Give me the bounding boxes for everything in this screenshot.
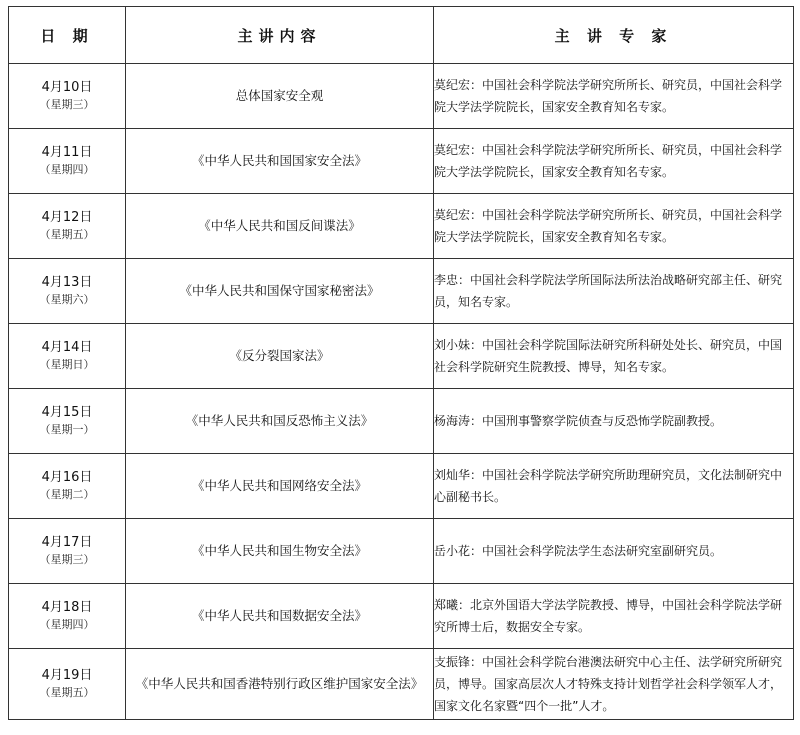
date-cell: [9, 64, 126, 129]
date-cell: [9, 389, 126, 454]
date-text: 4月13日: [41, 275, 93, 290]
topic-cell: 《中华人民共和国网络安全法》: [126, 454, 434, 519]
weekday-text: （星期二）: [39, 488, 95, 501]
weekday-text: （星期四）: [39, 163, 95, 176]
date-text: 4月11日: [41, 145, 93, 160]
weekday-text: （星期六）: [39, 293, 95, 306]
date-cell: [9, 454, 126, 519]
topic-cell: 《中华人民共和国香港特别行政区维护国家安全法》: [126, 649, 434, 720]
date-text: 4月12日: [41, 210, 93, 225]
expert-cell: 李忠：中国社会科学院法学所国际法所法治战略研究部主任、研究员，知名专家。: [434, 259, 794, 324]
date-cell: [9, 519, 126, 584]
topic-cell: 《中华人民共和国生物安全法》: [126, 519, 434, 584]
table-row: [9, 389, 794, 454]
header-topic: 主讲内容: [126, 7, 434, 64]
weekday-text: （星期三）: [39, 98, 95, 111]
date-cell: [9, 129, 126, 194]
expert-cell: 刘灿华：中国社会科学院法学研究所助理研究员，文化法制研究中心副秘书长。: [434, 454, 794, 519]
expert-cell: 刘小妹：中国社会科学院国际法研究所科研处处长、研究员，中国社会科学院研究生院教授、博导，知名专家。: [434, 324, 794, 389]
table-row: [9, 324, 794, 389]
date-text: 4月14日: [41, 340, 93, 355]
topic-cell: 《中华人民共和国反恐怖主义法》: [126, 389, 434, 454]
lecture-schedule-table: [8, 6, 794, 720]
expert-cell: 莫纪宏：中国社会科学院法学研究所所长、研究员，中国社会科学院大学法学院院长，国家安全教育知名专家。: [434, 64, 794, 129]
table-header-row: [9, 7, 794, 64]
date-text: 4月15日: [41, 405, 93, 420]
table-row: [9, 259, 794, 324]
expert-cell: 莫纪宏：中国社会科学院法学研究所所长、研究员，中国社会科学院大学法学院院长，国家安全教育知名专家。: [434, 129, 794, 194]
weekday-text: （星期一）: [39, 423, 95, 436]
date-text: 4月19日: [41, 668, 93, 683]
table-row: [9, 454, 794, 519]
date-cell: [9, 259, 126, 324]
date-cell: [9, 194, 126, 259]
topic-cell: 《中华人民共和国国家安全法》: [126, 129, 434, 194]
table-row: [9, 584, 794, 649]
expert-cell: 郑曦：北京外国语大学法学院教授、博导，中国社会科学院法学研究所博士后，数据安全专家。: [434, 584, 794, 649]
topic-cell: 《反分裂国家法》: [126, 324, 434, 389]
table-row: [9, 519, 794, 584]
table-row: [9, 129, 794, 194]
table-row: [9, 194, 794, 259]
date-text: 4月10日: [41, 80, 93, 95]
expert-cell: 岳小花：中国社会科学院法学生态法研究室副研究员。: [434, 519, 794, 584]
weekday-text: （星期三）: [39, 553, 95, 566]
table-row: [9, 64, 794, 129]
date-text: 4月18日: [41, 600, 93, 615]
expert-cell: 莫纪宏：中国社会科学院法学研究所所长、研究员，中国社会科学院大学法学院院长，国家安全教育知名专家。: [434, 194, 794, 259]
expert-cell: 杨海涛：中国刑事警察学院侦查与反恐怖学院副教授。: [434, 389, 794, 454]
date-cell: [9, 584, 126, 649]
expert-cell: 支振锋：中国社会科学院台港澳法研究中心主任、法学研究所研究员，博导。国家高层次人才特殊支持计划哲学社会科学领军人才，国家文化名家暨“四个一批”人才。: [434, 649, 794, 720]
weekday-text: （星期四）: [39, 618, 95, 631]
topic-cell: 《中华人民共和国数据安全法》: [126, 584, 434, 649]
date-text: 4月16日: [41, 470, 93, 485]
weekday-text: （星期五）: [39, 228, 95, 241]
date-cell: [9, 649, 126, 720]
topic-cell: 总体国家安全观: [126, 64, 434, 129]
topic-cell: 《中华人民共和国保守国家秘密法》: [126, 259, 434, 324]
header-date: 日 期: [9, 7, 126, 64]
weekday-text: （星期日）: [39, 358, 95, 371]
table-row: [9, 649, 794, 720]
weekday-text: （星期五）: [39, 686, 95, 699]
topic-cell: 《中华人民共和国反间谍法》: [126, 194, 434, 259]
header-expert: 主 讲 专 家: [434, 7, 794, 64]
date-text: 4月17日: [41, 535, 93, 550]
date-cell: [9, 324, 126, 389]
